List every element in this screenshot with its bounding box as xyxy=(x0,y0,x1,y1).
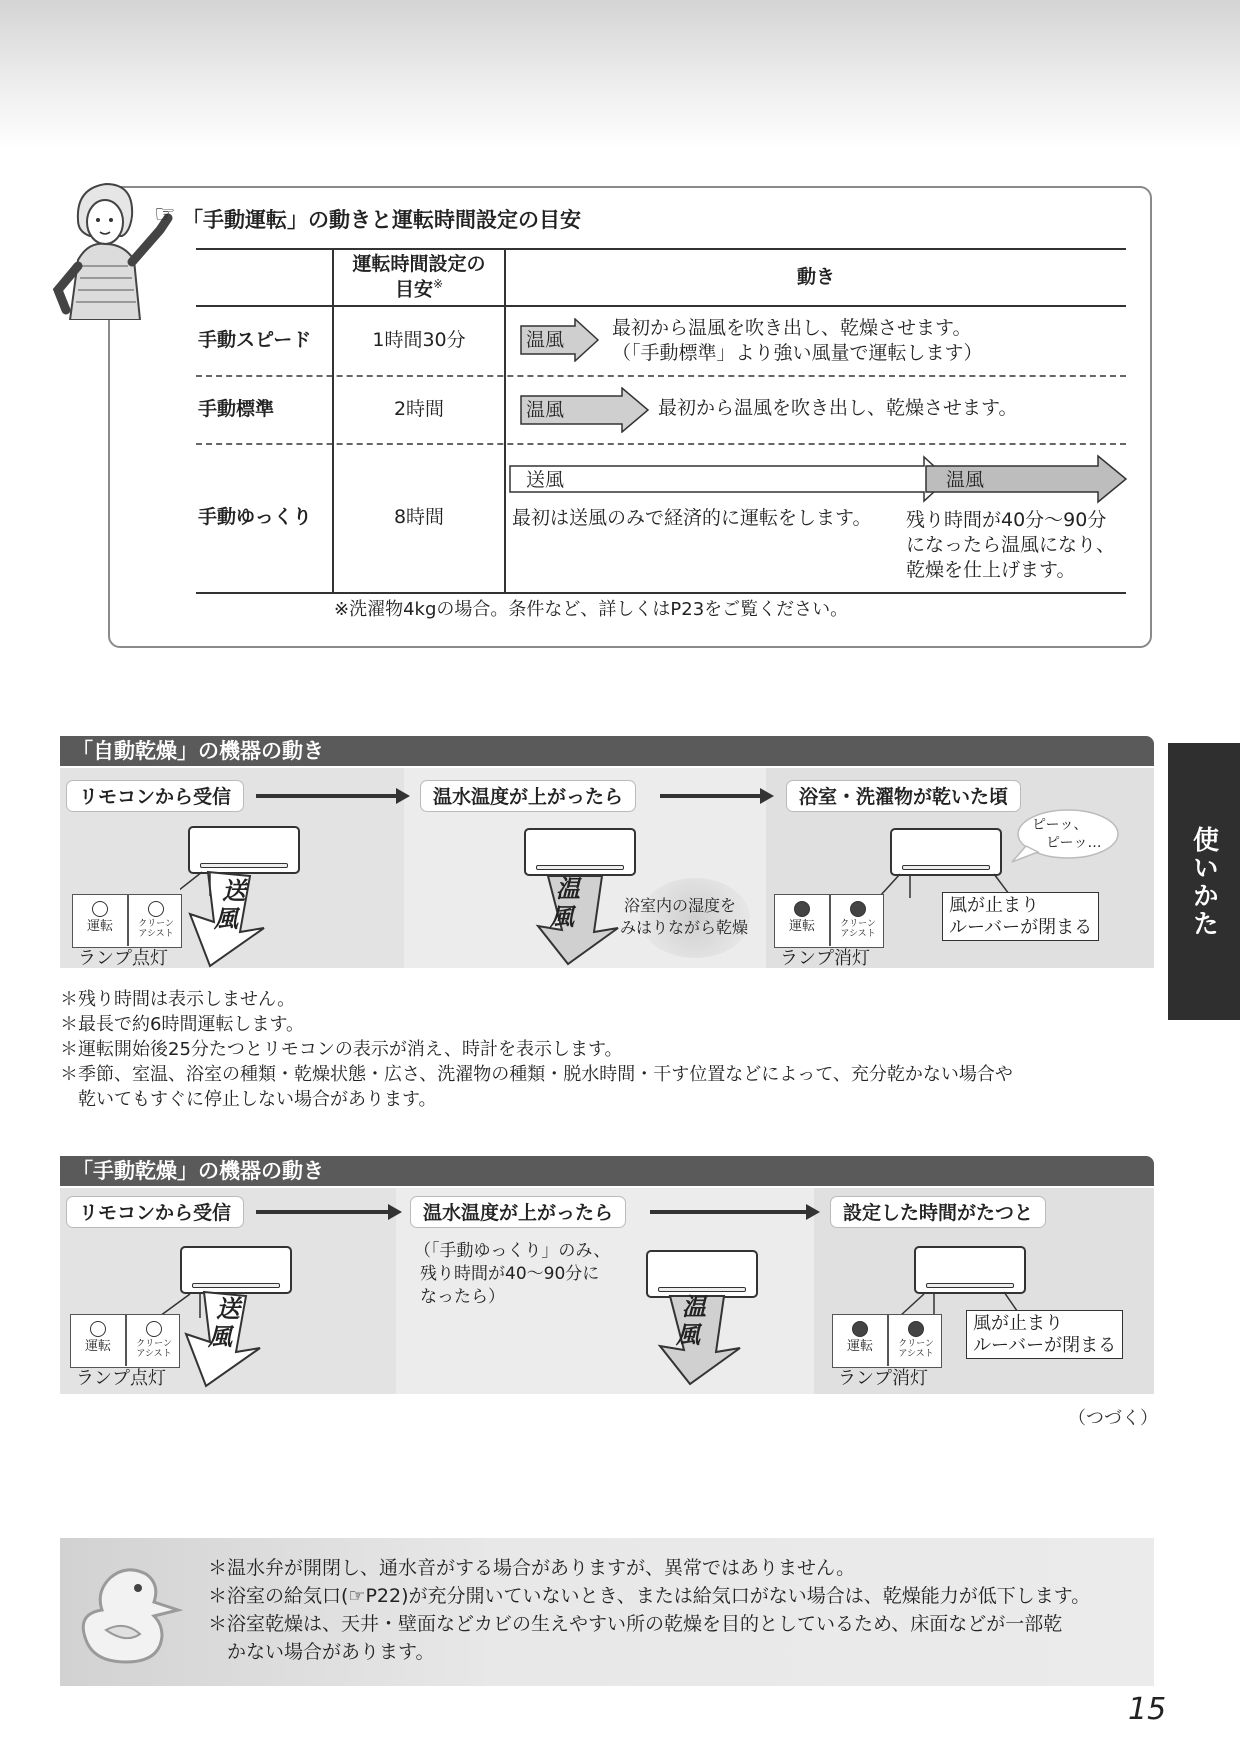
row-name-speed: 手動スピード xyxy=(198,329,312,352)
wind-send-char2: 風 xyxy=(208,1323,232,1351)
manual-step-receive: リモコンから受信 xyxy=(66,1196,244,1228)
woman-illustration xyxy=(48,170,198,320)
row-desc-slow-2a: 残り時間が40分～90分 xyxy=(906,509,1107,531)
louver-closes-callout xyxy=(966,1310,1123,1359)
table-bottom-rule xyxy=(196,592,1126,594)
manual-section-header: 「手動乾燥」の機器の動き xyxy=(60,1156,1154,1186)
lamp-on-indicator xyxy=(148,901,164,917)
lamp-on-caption: ランプ点灯 xyxy=(78,948,168,969)
flow-arrow-head xyxy=(806,1204,820,1220)
lamp-clean-label-1: クリーン xyxy=(898,1339,934,1349)
lamp-run-label: 運転 xyxy=(788,919,815,934)
wind-send-char1: 送 xyxy=(216,1295,240,1323)
lamp-run xyxy=(833,1315,887,1366)
lamp-run xyxy=(71,1315,125,1366)
header-band xyxy=(0,0,1240,150)
louver-closes-line1: 風が止まり xyxy=(949,895,1039,916)
lamp-clean-assist xyxy=(129,895,183,946)
condition-note-2: 残り時間が40～90分に xyxy=(420,1264,600,1284)
flow-arrow-head xyxy=(760,788,774,804)
humidity-note-2: みはりながら乾燥 xyxy=(620,918,749,937)
lamp-clean-label-2: アシスト xyxy=(898,1348,934,1359)
lamp-clean-label-1: クリーン xyxy=(136,1339,172,1349)
lamp-run xyxy=(73,895,127,946)
manual-step-heat: 温水温度が上がったら xyxy=(410,1196,626,1228)
guide-footnote: ※洗濯物4kgの場合。条件など、詳しくはP23をご覧ください。 xyxy=(334,599,849,620)
lamp-on-caption: ランプ点灯 xyxy=(76,1368,166,1389)
condition-note-1: （「手動ゆっくり」のみ、 xyxy=(414,1241,611,1261)
arrow-label-warm: 温風 xyxy=(526,399,565,421)
condition-note-3: なったら） xyxy=(420,1287,505,1307)
col-header-time xyxy=(334,250,504,305)
lamp-clean-assist xyxy=(127,1315,181,1366)
beep-text-2: ピーッ… xyxy=(1046,835,1102,851)
lamp-panel-off xyxy=(832,1314,942,1368)
lamp-panel-off xyxy=(774,894,884,948)
wind-warm-char2: 風 xyxy=(676,1321,700,1349)
flow-arrow-line xyxy=(256,794,396,798)
flow-arrow-line xyxy=(660,794,760,798)
arrow-label-warm: 温風 xyxy=(526,329,565,351)
auto-step-dried: 浴室・洗濯物が乾いた頃 xyxy=(786,780,1021,812)
lamp-on-indicator xyxy=(92,901,108,917)
dryer-unit xyxy=(524,828,636,876)
guide-title: 「手動運転」の動きと運転時間設定の目安 xyxy=(182,208,581,232)
louver xyxy=(926,1283,1014,1288)
flow-arrow-head xyxy=(396,788,410,804)
pointing-hand-icon: ☞ xyxy=(154,200,176,228)
lamp-off-indicator xyxy=(794,901,810,917)
lamp-off-indicator xyxy=(852,1321,868,1337)
continued-label: （つづく） xyxy=(1068,1408,1158,1429)
lamp-off-indicator xyxy=(850,901,866,917)
auto-note: ＊運転開始後25分たつとリモコンの表示が消え、時計を表示します。 xyxy=(60,1039,623,1060)
dryer-unit xyxy=(914,1246,1026,1294)
row-time-speed: 1時間30分 xyxy=(372,329,466,352)
asterisk-mark: ※ xyxy=(432,276,444,291)
row-desc-slow-1: 最初は送風のみで経済的に運転をします。 xyxy=(512,507,872,529)
auto-step-heat: 温水温度が上がったら xyxy=(420,780,636,812)
lamp-on-indicator xyxy=(146,1321,162,1337)
arrow-label-warm: 温風 xyxy=(946,469,985,491)
fan-then-warm-arrow xyxy=(508,454,1128,504)
lamp-clean-label-2: アシスト xyxy=(136,1348,172,1359)
dryer-unit xyxy=(890,828,1002,876)
auto-note: 乾いてもすぐに停止しない場合があります。 xyxy=(60,1089,437,1110)
dryer-unit xyxy=(180,1246,292,1294)
auto-step-receive: リモコンから受信 xyxy=(66,780,244,812)
louver xyxy=(536,865,624,870)
row-desc-slow-2b: になったら温風になり、 xyxy=(906,534,1116,556)
lamp-run xyxy=(775,895,829,946)
wind-send-char1: 送 xyxy=(222,877,246,905)
bottom-note: ＊温水弁が開閉し、通水音がする場合がありますが、異常ではありません。 xyxy=(208,1557,856,1579)
flow-arrow-line xyxy=(650,1210,806,1214)
row-desc-speed-1: 最初から温風を吹き出し、乾燥させます。 xyxy=(612,317,972,339)
manual-step-time-up: 設定した時間がたつと xyxy=(830,1196,1046,1228)
page-number: 15 xyxy=(1128,1692,1167,1727)
lamp-run-label: 運転 xyxy=(86,919,113,934)
wind-warm-char1: 温 xyxy=(682,1293,706,1321)
lamp-clean-label-1: クリーン xyxy=(138,919,174,929)
lamp-clean-label-1: クリーン xyxy=(840,919,876,929)
humidity-note-1: 浴室内の湿度を xyxy=(624,896,737,915)
auto-section-header: 「自動乾燥」の機器の動き xyxy=(60,736,1154,766)
flow-arrow-line xyxy=(256,1210,388,1214)
row-name-slow: 手動ゆっくり xyxy=(198,506,312,529)
bottom-note: ＊浴室乾燥は、天井・壁面などカビの生えやすい所の乾燥を目的としているため、床面などが一部乾 xyxy=(208,1613,1063,1635)
side-tab-usage: 使いかた xyxy=(1168,743,1240,1020)
lamp-clean-label-2: アシスト xyxy=(840,928,876,939)
lamp-run-label: 運転 xyxy=(846,1339,873,1354)
beep-text-1: ピーッ、 xyxy=(1032,817,1088,833)
lamp-run-label: 運転 xyxy=(84,1339,111,1354)
auto-note: ＊季節、室温、浴室の種類・乾燥状態・広さ、洗濯物の種類・脱水時間・干す位置などによって、充分乾かない場合や xyxy=(60,1064,1013,1085)
louver-closes-line1: 風が止まり xyxy=(973,1313,1063,1334)
wind-send-char2: 風 xyxy=(214,905,238,933)
louver xyxy=(192,1283,280,1288)
lamp-off-indicator xyxy=(908,1321,924,1337)
row-desc-standard: 最初から温風を吹き出し、乾燥させます。 xyxy=(658,397,1018,419)
lamp-off-caption: ランプ消灯 xyxy=(780,948,870,969)
flow-arrow-head xyxy=(388,1204,402,1220)
lamp-on-indicator xyxy=(90,1321,106,1337)
lamp-panel-on xyxy=(70,1314,180,1368)
louver-closes-line2: ルーバーが閉まる xyxy=(973,1334,1117,1356)
bottom-note: ＊浴室の給気口(☞P22)が充分開いていないとき、または給気口がない場合は、乾燥能力が低下します。 xyxy=(208,1585,1091,1607)
wind-warm-char2: 風 xyxy=(550,903,574,931)
row-name-standard: 手動標準 xyxy=(198,398,275,421)
lamp-off-caption: ランプ消灯 xyxy=(838,1368,928,1389)
row-desc-slow-2c: 乾燥を仕上げます。 xyxy=(906,559,1076,581)
row-time-standard: 2時間 xyxy=(393,398,445,421)
louver-closes-line2: ルーバーが閉まる xyxy=(949,916,1093,938)
dryer-unit xyxy=(646,1250,758,1298)
col-header-time-line1: 運転時間設定の xyxy=(352,253,486,276)
row-desc-speed-2: （「手動標準」より強い風量で運転します） xyxy=(612,342,983,364)
lamp-clean-label-2: アシスト xyxy=(138,928,174,939)
pointer-lines xyxy=(180,868,280,898)
arrow-label-fan: 送風 xyxy=(526,469,565,491)
col-header-time-line2: 目安 xyxy=(394,278,433,301)
bottom-note: かない場合があります。 xyxy=(208,1641,435,1663)
row-time-slow: 8時間 xyxy=(393,506,445,529)
lamp-panel-on xyxy=(72,894,182,948)
louver xyxy=(658,1287,746,1292)
louver-closes-callout xyxy=(942,892,1099,941)
lamp-clean-assist xyxy=(831,895,885,946)
auto-note: ＊残り時間は表示しません。 xyxy=(60,989,296,1010)
dryer-unit xyxy=(188,826,300,874)
auto-note: ＊最長で約6時間運転します。 xyxy=(60,1014,305,1035)
lamp-clean-assist xyxy=(889,1315,943,1366)
duck-icon xyxy=(66,1544,194,1672)
col-header-motion: 動き xyxy=(796,265,835,288)
wind-warm-char1: 温 xyxy=(556,875,580,903)
